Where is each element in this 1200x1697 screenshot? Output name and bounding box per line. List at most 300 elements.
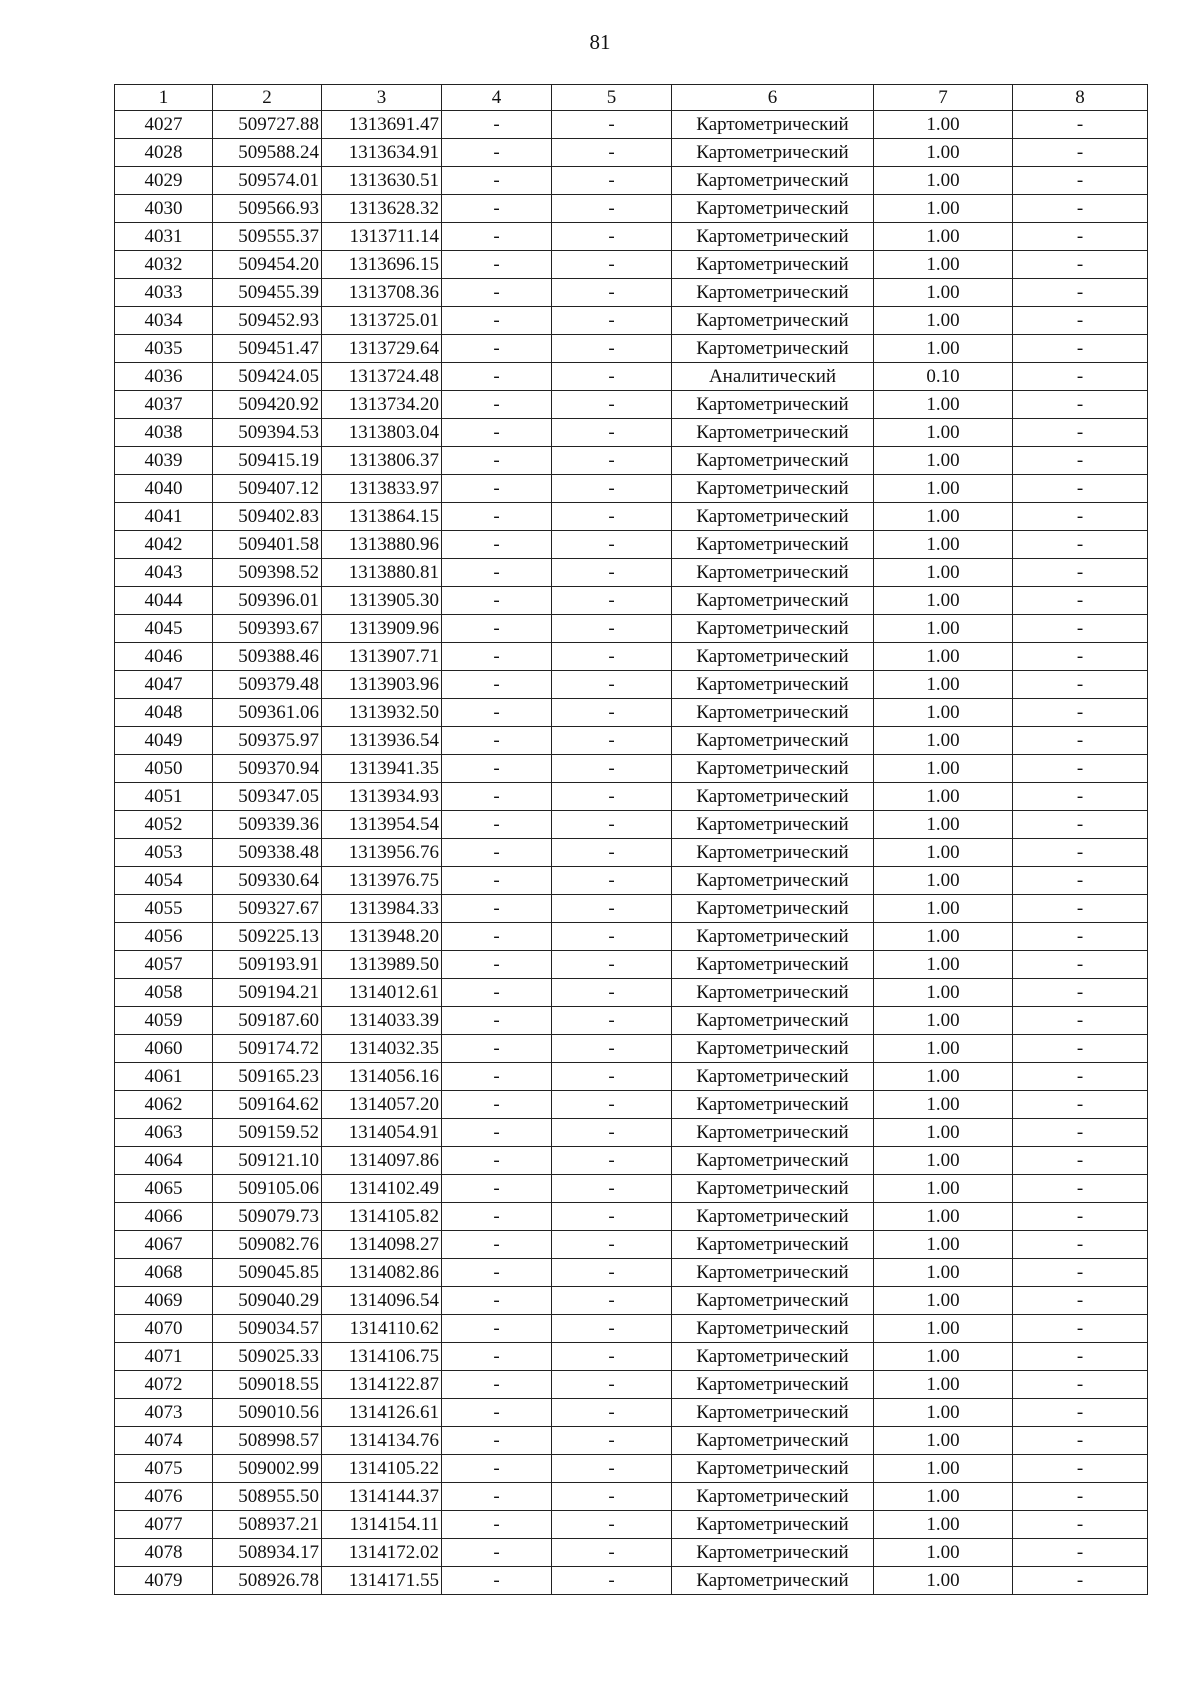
method-cell: Картометрический	[672, 419, 874, 447]
x-coordinate-cell: 509388.46	[213, 643, 322, 671]
col4-cell: -	[442, 279, 552, 307]
method-cell: Картометрический	[672, 867, 874, 895]
point-number-cell: 4033	[115, 279, 213, 307]
col8-cell: -	[1013, 643, 1148, 671]
col5-cell: -	[552, 223, 672, 251]
table-row	[115, 223, 1148, 251]
x-coordinate-cell: 509393.67	[213, 615, 322, 643]
x-coordinate-cell: 509420.92	[213, 391, 322, 419]
x-coordinate-cell: 509079.73	[213, 1203, 322, 1231]
col5-cell: -	[552, 1511, 672, 1539]
accuracy-cell: 1.00	[874, 391, 1013, 419]
x-coordinate-cell: 509025.33	[213, 1343, 322, 1371]
col4-cell: -	[442, 755, 552, 783]
accuracy-cell: 1.00	[874, 1007, 1013, 1035]
table-row	[115, 1343, 1148, 1371]
col8-cell: -	[1013, 111, 1148, 139]
point-number-cell: 4076	[115, 1483, 213, 1511]
y-coordinate-cell: 1313734.20	[322, 391, 442, 419]
col4-cell: -	[442, 1175, 552, 1203]
col8-cell: -	[1013, 839, 1148, 867]
x-coordinate-cell: 509452.93	[213, 307, 322, 335]
accuracy-cell: 1.00	[874, 335, 1013, 363]
method-cell: Картометрический	[672, 923, 874, 951]
col4-cell: -	[442, 1399, 552, 1427]
col8-cell: -	[1013, 951, 1148, 979]
point-number-cell: 4045	[115, 615, 213, 643]
y-coordinate-cell: 1314098.27	[322, 1231, 442, 1259]
accuracy-cell: 1.00	[874, 699, 1013, 727]
accuracy-cell: 1.00	[874, 1455, 1013, 1483]
table-row	[115, 1231, 1148, 1259]
col8-cell: -	[1013, 1343, 1148, 1371]
y-coordinate-cell: 1314082.86	[322, 1259, 442, 1287]
col8-cell: -	[1013, 1203, 1148, 1231]
accuracy-cell: 1.00	[874, 895, 1013, 923]
accuracy-cell: 1.00	[874, 447, 1013, 475]
accuracy-cell: 1.00	[874, 1175, 1013, 1203]
y-coordinate-cell: 1314122.87	[322, 1371, 442, 1399]
x-coordinate-cell: 509225.13	[213, 923, 322, 951]
col5-cell: -	[552, 671, 672, 699]
col5-cell: -	[552, 699, 672, 727]
col5-cell: -	[552, 195, 672, 223]
table-row	[115, 587, 1148, 615]
col8-cell: -	[1013, 1119, 1148, 1147]
accuracy-cell: 1.00	[874, 867, 1013, 895]
col4-cell: -	[442, 195, 552, 223]
method-cell: Картометрический	[672, 979, 874, 1007]
y-coordinate-cell: 1313806.37	[322, 447, 442, 475]
col8-cell: -	[1013, 503, 1148, 531]
accuracy-cell: 1.00	[874, 559, 1013, 587]
point-number-cell: 4064	[115, 1147, 213, 1175]
col5-cell: -	[552, 1119, 672, 1147]
point-number-cell: 4062	[115, 1091, 213, 1119]
method-cell: Картометрический	[672, 531, 874, 559]
method-cell: Картометрический	[672, 1511, 874, 1539]
col5-cell: -	[552, 1175, 672, 1203]
accuracy-cell: 1.00	[874, 671, 1013, 699]
method-cell: Картометрический	[672, 1063, 874, 1091]
y-coordinate-cell: 1313989.50	[322, 951, 442, 979]
x-coordinate-cell: 509415.19	[213, 447, 322, 475]
y-coordinate-cell: 1314032.35	[322, 1035, 442, 1063]
method-cell: Картометрический	[672, 615, 874, 643]
method-cell: Картометрический	[672, 1455, 874, 1483]
col5-cell: -	[552, 475, 672, 503]
y-coordinate-cell: 1313956.76	[322, 839, 442, 867]
x-coordinate-cell: 509555.37	[213, 223, 322, 251]
point-number-cell: 4058	[115, 979, 213, 1007]
point-number-cell: 4038	[115, 419, 213, 447]
accuracy-cell: 1.00	[874, 1483, 1013, 1511]
col5-cell: -	[552, 951, 672, 979]
point-number-cell: 4074	[115, 1427, 213, 1455]
col5-cell: -	[552, 1203, 672, 1231]
col5-cell: -	[552, 1063, 672, 1091]
method-cell: Картометрический	[672, 811, 874, 839]
point-number-cell: 4059	[115, 1007, 213, 1035]
table-row	[115, 111, 1148, 139]
x-coordinate-cell: 509588.24	[213, 139, 322, 167]
method-cell: Картометрический	[672, 755, 874, 783]
accuracy-cell: 1.00	[874, 727, 1013, 755]
y-coordinate-cell: 1314056.16	[322, 1063, 442, 1091]
y-coordinate-cell: 1313833.97	[322, 475, 442, 503]
table-row	[115, 1259, 1148, 1287]
column-header-8: 8	[1013, 85, 1148, 111]
table-row	[115, 1567, 1148, 1595]
col8-cell: -	[1013, 1259, 1148, 1287]
col8-cell: -	[1013, 1399, 1148, 1427]
col8-cell: -	[1013, 671, 1148, 699]
y-coordinate-cell: 1313909.96	[322, 615, 442, 643]
column-header-5: 5	[552, 85, 672, 111]
accuracy-cell: 1.00	[874, 1147, 1013, 1175]
accuracy-cell: 1.00	[874, 1539, 1013, 1567]
col4-cell: -	[442, 531, 552, 559]
y-coordinate-cell: 1314144.37	[322, 1483, 442, 1511]
col5-cell: -	[552, 559, 672, 587]
col4-cell: -	[442, 699, 552, 727]
point-number-cell: 4036	[115, 363, 213, 391]
table-row	[115, 1455, 1148, 1483]
col5-cell: -	[552, 839, 672, 867]
accuracy-cell: 1.00	[874, 195, 1013, 223]
col8-cell: -	[1013, 559, 1148, 587]
accuracy-cell: 1.00	[874, 1203, 1013, 1231]
col4-cell: -	[442, 923, 552, 951]
accuracy-cell: 1.00	[874, 111, 1013, 139]
table-row	[115, 475, 1148, 503]
y-coordinate-cell: 1313976.75	[322, 867, 442, 895]
point-number-cell: 4029	[115, 167, 213, 195]
col8-cell: -	[1013, 363, 1148, 391]
method-cell: Картометрический	[672, 223, 874, 251]
method-cell: Картометрический	[672, 783, 874, 811]
col4-cell: -	[442, 615, 552, 643]
y-coordinate-cell: 1314154.11	[322, 1511, 442, 1539]
method-cell: Картометрический	[672, 1399, 874, 1427]
col8-cell: -	[1013, 279, 1148, 307]
y-coordinate-cell: 1314126.61	[322, 1399, 442, 1427]
col5-cell: -	[552, 335, 672, 363]
method-cell: Картометрический	[672, 307, 874, 335]
x-coordinate-cell: 508937.21	[213, 1511, 322, 1539]
y-coordinate-cell: 1313803.04	[322, 419, 442, 447]
x-coordinate-cell: 509082.76	[213, 1231, 322, 1259]
point-number-cell: 4053	[115, 839, 213, 867]
point-number-cell: 4048	[115, 699, 213, 727]
accuracy-cell: 1.00	[874, 307, 1013, 335]
table-row	[115, 1539, 1148, 1567]
col5-cell: -	[552, 1231, 672, 1259]
col8-cell: -	[1013, 699, 1148, 727]
point-number-cell: 4032	[115, 251, 213, 279]
col5-cell: -	[552, 419, 672, 447]
point-number-cell: 4044	[115, 587, 213, 615]
col4-cell: -	[442, 1315, 552, 1343]
x-coordinate-cell: 509361.06	[213, 699, 322, 727]
col5-cell: -	[552, 979, 672, 1007]
accuracy-cell: 1.00	[874, 979, 1013, 1007]
method-cell: Картометрический	[672, 951, 874, 979]
col4-cell: -	[442, 1063, 552, 1091]
point-number-cell: 4075	[115, 1455, 213, 1483]
y-coordinate-cell: 1313903.96	[322, 671, 442, 699]
point-number-cell: 4028	[115, 139, 213, 167]
table-row	[115, 1511, 1148, 1539]
table-row	[115, 1287, 1148, 1315]
point-number-cell: 4030	[115, 195, 213, 223]
method-cell: Картометрический	[672, 1343, 874, 1371]
table-row	[115, 755, 1148, 783]
col4-cell: -	[442, 559, 552, 587]
col5-cell: -	[552, 923, 672, 951]
x-coordinate-cell: 509121.10	[213, 1147, 322, 1175]
col4-cell: -	[442, 1371, 552, 1399]
y-coordinate-cell: 1313934.93	[322, 783, 442, 811]
table-row	[115, 727, 1148, 755]
point-number-cell: 4072	[115, 1371, 213, 1399]
col5-cell: -	[552, 279, 672, 307]
x-coordinate-cell: 509566.93	[213, 195, 322, 223]
y-coordinate-cell: 1313708.36	[322, 279, 442, 307]
method-cell: Картометрический	[672, 195, 874, 223]
y-coordinate-cell: 1314171.55	[322, 1567, 442, 1595]
col5-cell: -	[552, 895, 672, 923]
y-coordinate-cell: 1313880.81	[322, 559, 442, 587]
accuracy-cell: 1.00	[874, 167, 1013, 195]
table-row	[115, 699, 1148, 727]
method-cell: Картометрический	[672, 111, 874, 139]
col8-cell: -	[1013, 139, 1148, 167]
x-coordinate-cell: 509407.12	[213, 475, 322, 503]
y-coordinate-cell: 1313932.50	[322, 699, 442, 727]
accuracy-cell: 1.00	[874, 587, 1013, 615]
y-coordinate-cell: 1313864.15	[322, 503, 442, 531]
col5-cell: -	[552, 503, 672, 531]
col4-cell: -	[442, 671, 552, 699]
table-row	[115, 643, 1148, 671]
x-coordinate-cell: 509396.01	[213, 587, 322, 615]
y-coordinate-cell: 1313628.32	[322, 195, 442, 223]
table-row	[115, 783, 1148, 811]
table-row	[115, 139, 1148, 167]
point-number-cell: 4041	[115, 503, 213, 531]
col4-cell: -	[442, 1231, 552, 1259]
method-cell: Картометрический	[672, 447, 874, 475]
coordinates-table	[114, 84, 1148, 1595]
col8-cell: -	[1013, 923, 1148, 951]
col5-cell: -	[552, 1399, 672, 1427]
accuracy-cell: 1.00	[874, 1231, 1013, 1259]
y-coordinate-cell: 1314110.62	[322, 1315, 442, 1343]
col4-cell: -	[442, 391, 552, 419]
x-coordinate-cell: 509193.91	[213, 951, 322, 979]
col5-cell: -	[552, 643, 672, 671]
col8-cell: -	[1013, 447, 1148, 475]
col5-cell: -	[552, 1091, 672, 1119]
method-cell: Картометрический	[672, 587, 874, 615]
method-cell: Картометрический	[672, 1567, 874, 1595]
col4-cell: -	[442, 1203, 552, 1231]
point-number-cell: 4057	[115, 951, 213, 979]
col8-cell: -	[1013, 195, 1148, 223]
col8-cell: -	[1013, 1063, 1148, 1091]
col4-cell: -	[442, 1259, 552, 1287]
y-coordinate-cell: 1313948.20	[322, 923, 442, 951]
x-coordinate-cell: 509401.58	[213, 531, 322, 559]
accuracy-cell: 1.00	[874, 1119, 1013, 1147]
col5-cell: -	[552, 727, 672, 755]
col4-cell: -	[442, 1483, 552, 1511]
method-cell: Картометрический	[672, 1203, 874, 1231]
col5-cell: -	[552, 1343, 672, 1371]
col8-cell: -	[1013, 783, 1148, 811]
accuracy-cell: 1.00	[874, 531, 1013, 559]
table-row	[115, 1091, 1148, 1119]
method-cell: Картометрический	[672, 279, 874, 307]
x-coordinate-cell: 509187.60	[213, 1007, 322, 1035]
table-header	[115, 85, 1148, 111]
col4-cell: -	[442, 1343, 552, 1371]
column-header-4: 4	[442, 85, 552, 111]
y-coordinate-cell: 1313630.51	[322, 167, 442, 195]
col5-cell: -	[552, 1259, 672, 1287]
col4-cell: -	[442, 167, 552, 195]
table-row	[115, 1147, 1148, 1175]
table-row	[115, 867, 1148, 895]
point-number-cell: 4079	[115, 1567, 213, 1595]
col8-cell: -	[1013, 1035, 1148, 1063]
col4-cell: -	[442, 251, 552, 279]
method-cell: Картометрический	[672, 1231, 874, 1259]
col8-cell: -	[1013, 1483, 1148, 1511]
accuracy-cell: 1.00	[874, 139, 1013, 167]
x-coordinate-cell: 509174.72	[213, 1035, 322, 1063]
col4-cell: -	[442, 1091, 552, 1119]
x-coordinate-cell: 508955.50	[213, 1483, 322, 1511]
method-cell: Картометрический	[672, 699, 874, 727]
table-row	[115, 923, 1148, 951]
method-cell: Картометрический	[672, 839, 874, 867]
col5-cell: -	[552, 167, 672, 195]
col4-cell: -	[442, 1455, 552, 1483]
point-number-cell: 4073	[115, 1399, 213, 1427]
col4-cell: -	[442, 587, 552, 615]
y-coordinate-cell: 1313905.30	[322, 587, 442, 615]
col8-cell: -	[1013, 307, 1148, 335]
col4-cell: -	[442, 1007, 552, 1035]
point-number-cell: 4061	[115, 1063, 213, 1091]
col8-cell: -	[1013, 979, 1148, 1007]
point-number-cell: 4071	[115, 1343, 213, 1371]
point-number-cell: 4035	[115, 335, 213, 363]
x-coordinate-cell: 509002.99	[213, 1455, 322, 1483]
point-number-cell: 4054	[115, 867, 213, 895]
col5-cell: -	[552, 391, 672, 419]
accuracy-cell: 1.00	[874, 1315, 1013, 1343]
col8-cell: -	[1013, 755, 1148, 783]
method-cell: Картометрический	[672, 727, 874, 755]
col5-cell: -	[552, 587, 672, 615]
col5-cell: -	[552, 1287, 672, 1315]
point-number-cell: 4052	[115, 811, 213, 839]
accuracy-cell: 1.00	[874, 1091, 1013, 1119]
x-coordinate-cell: 509194.21	[213, 979, 322, 1007]
point-number-cell: 4051	[115, 783, 213, 811]
col4-cell: -	[442, 1147, 552, 1175]
col5-cell: -	[552, 1567, 672, 1595]
table-row	[115, 1175, 1148, 1203]
table-row	[115, 951, 1148, 979]
y-coordinate-cell: 1313729.64	[322, 335, 442, 363]
x-coordinate-cell: 509045.85	[213, 1259, 322, 1287]
col5-cell: -	[552, 755, 672, 783]
table-row	[115, 503, 1148, 531]
y-coordinate-cell: 1314057.20	[322, 1091, 442, 1119]
table-row	[115, 559, 1148, 587]
col4-cell: -	[442, 979, 552, 1007]
table-row	[115, 167, 1148, 195]
table-row	[115, 1399, 1148, 1427]
point-number-cell: 4040	[115, 475, 213, 503]
table-body	[115, 111, 1148, 1595]
col4-cell: -	[442, 1035, 552, 1063]
col4-cell: -	[442, 503, 552, 531]
accuracy-cell: 1.00	[874, 1287, 1013, 1315]
accuracy-cell: 1.00	[874, 1063, 1013, 1091]
accuracy-cell: 1.00	[874, 951, 1013, 979]
col8-cell: -	[1013, 531, 1148, 559]
col8-cell: -	[1013, 1427, 1148, 1455]
column-header-1: 1	[115, 85, 213, 111]
x-coordinate-cell: 509164.62	[213, 1091, 322, 1119]
accuracy-cell: 1.00	[874, 475, 1013, 503]
col5-cell: -	[552, 1147, 672, 1175]
y-coordinate-cell: 1313711.14	[322, 223, 442, 251]
col4-cell: -	[442, 1539, 552, 1567]
point-number-cell: 4070	[115, 1315, 213, 1343]
y-coordinate-cell: 1313954.54	[322, 811, 442, 839]
col5-cell: -	[552, 1539, 672, 1567]
x-coordinate-cell: 509105.06	[213, 1175, 322, 1203]
col4-cell: -	[442, 727, 552, 755]
column-header-7: 7	[874, 85, 1013, 111]
method-cell: Картометрический	[672, 1091, 874, 1119]
table-row	[115, 671, 1148, 699]
x-coordinate-cell: 509375.97	[213, 727, 322, 755]
col4-cell: -	[442, 1567, 552, 1595]
col8-cell: -	[1013, 587, 1148, 615]
col8-cell: -	[1013, 419, 1148, 447]
col5-cell: -	[552, 615, 672, 643]
col5-cell: -	[552, 111, 672, 139]
accuracy-cell: 1.00	[874, 615, 1013, 643]
method-cell: Картометрический	[672, 643, 874, 671]
col4-cell: -	[442, 1287, 552, 1315]
table-row	[115, 531, 1148, 559]
col5-cell: -	[552, 1035, 672, 1063]
table-row	[115, 335, 1148, 363]
method-cell: Картометрический	[672, 167, 874, 195]
col8-cell: -	[1013, 1091, 1148, 1119]
table-row	[115, 363, 1148, 391]
table-row	[115, 307, 1148, 335]
table-row	[115, 1007, 1148, 1035]
